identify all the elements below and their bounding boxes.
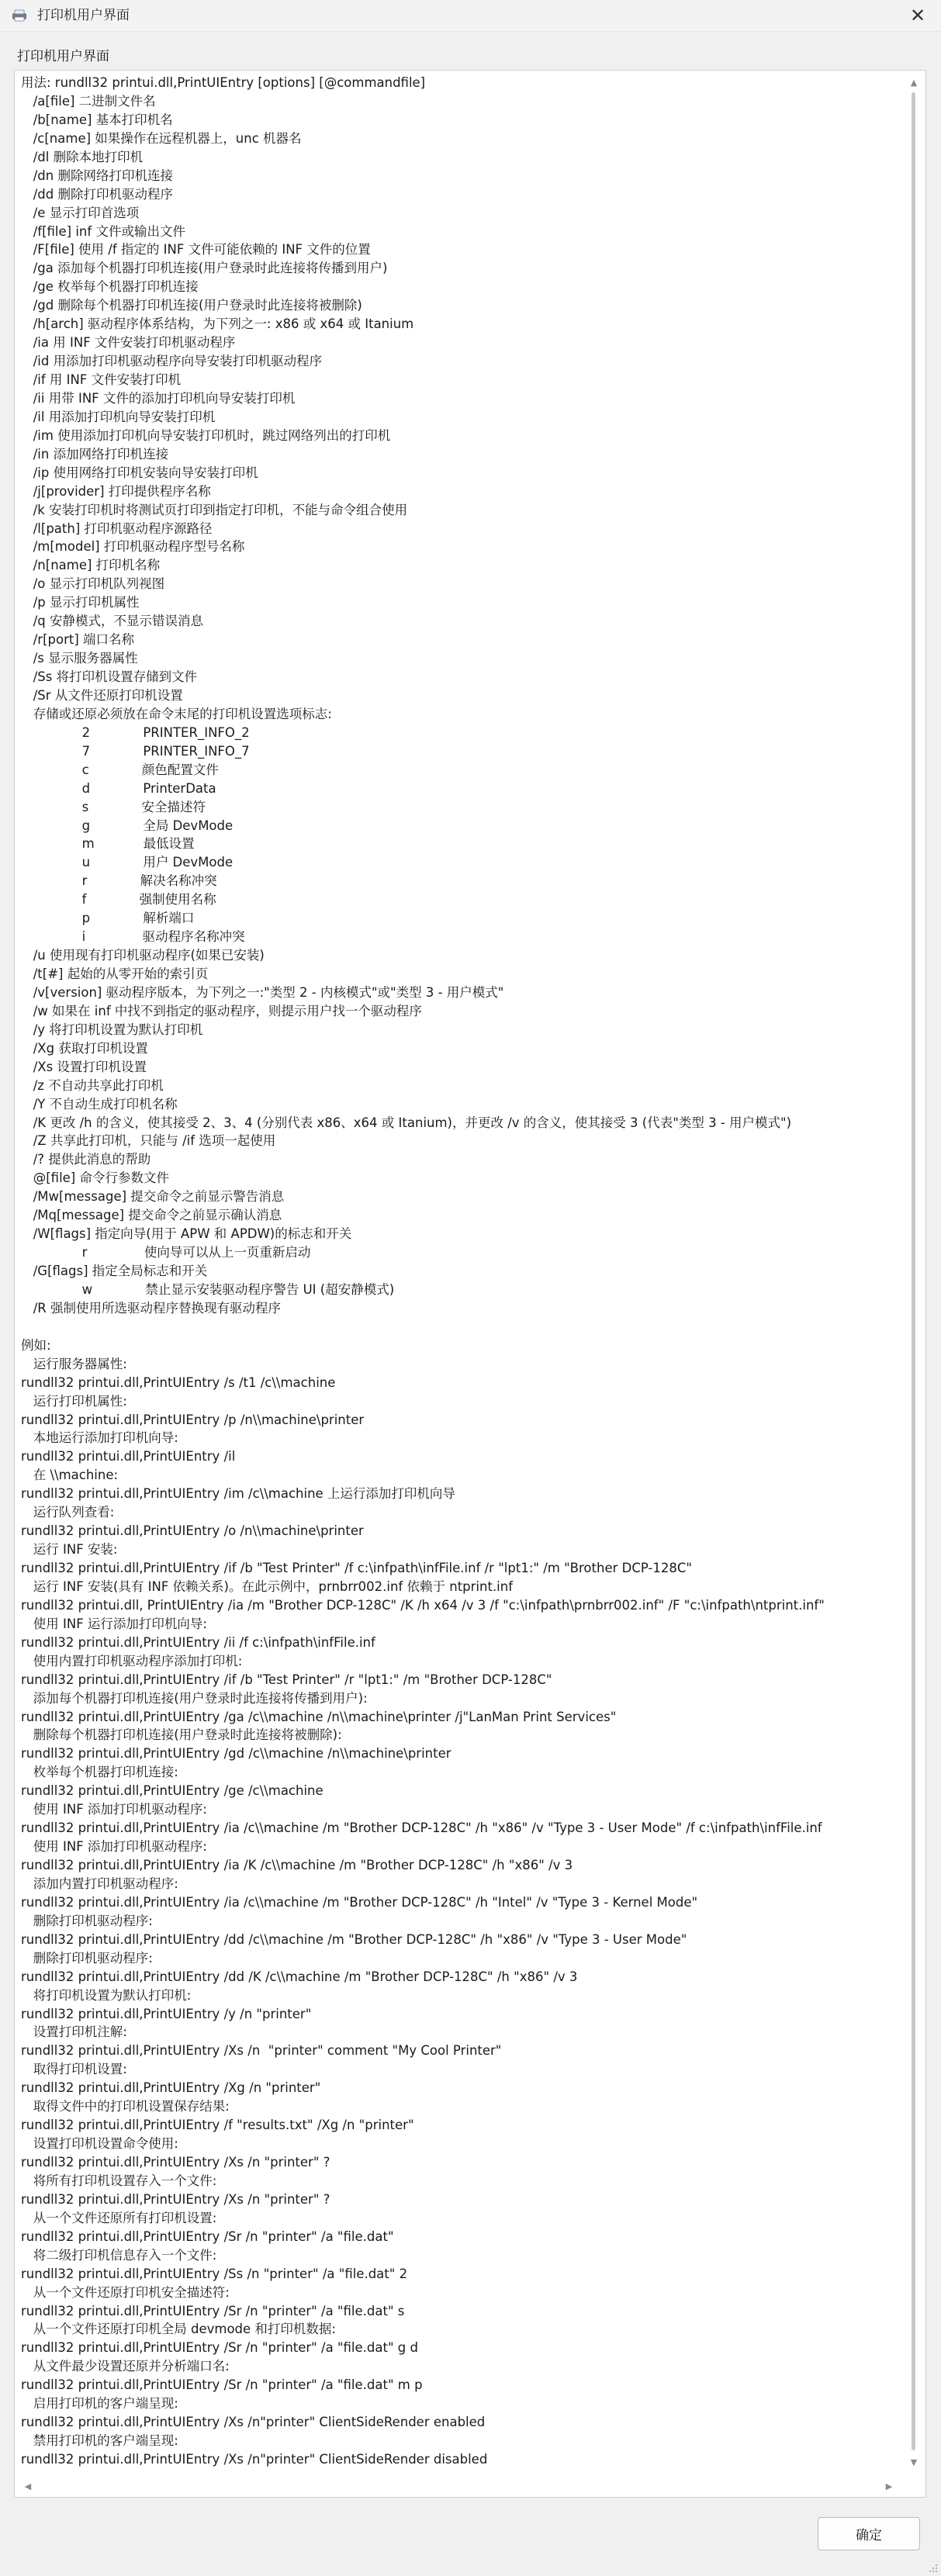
- help-text-line: /Y 不自动生成打印机名称: [21, 1096, 178, 1112]
- help-text-line: 将打印机设置为默认打印机:: [21, 1987, 192, 2003]
- help-text-line: /ii 用带 INF 文件的添加打印机向导安装打印机: [21, 390, 296, 406]
- help-text-line: d PrinterData: [21, 780, 216, 796]
- page-title: 打印机用户界面: [17, 49, 109, 64]
- help-text-line: /Z 共享此打印机，只能与 /if 选项一起使用: [21, 1133, 276, 1149]
- help-text-line: /W[flags] 指定向导(用于 APW 和 APDW)的标志和开关: [21, 1226, 352, 1242]
- ok-button[interactable]: 确定: [818, 2517, 920, 2550]
- help-text-line: p 解析端口: [21, 911, 195, 926]
- help-text-line: /v[version] 驱动程序版本，为下列之一:"类型 2 - 内核模式"或"类型 3 - 用户模式": [21, 984, 504, 1000]
- help-text-line: /K 更改 /h 的含义，使其接受 2、3、4 (分别代表 x86、x64 或 Itanium)，并更改 /v 的含义，使其接受 3 (代表"类型 3 - 用户模式"): [21, 1115, 792, 1130]
- help-text-line: 7 PRINTER_INFO_7: [21, 743, 250, 759]
- scroll-down-icon[interactable]: ▼: [910, 2457, 918, 2467]
- help-text-line: /c[name] 如果操作在远程机器上，unc 机器名: [21, 130, 302, 146]
- help-text-line: w 禁止显示安装驱动程序警告 UI (超安静模式): [21, 1281, 395, 1297]
- help-text-line: 本地运行添加打印机向导:: [21, 1430, 178, 1446]
- help-text-line: /u 使用现有打印机驱动程序(如果已安装): [21, 948, 265, 963]
- help-text-line: 设置打印机注解:: [21, 2024, 127, 2040]
- help-text-line: /b[name] 基本打印机名: [21, 112, 173, 127]
- help-text-line: 使用内置打印机驱动程序添加打印机:: [21, 1653, 243, 1668]
- help-text-line: /n[name] 打印机名称: [21, 558, 161, 573]
- help-text-line: /Ss 将打印机设置存储到文件: [21, 669, 198, 684]
- help-text-line: 添加每个机器打印机连接(用户登录时此连接将传播到用户):: [21, 1690, 368, 1706]
- help-text-line: /h[arch] 驱动程序体系结构，为下列之一: x86 或 x64 或 Itanium: [21, 316, 414, 332]
- help-text-line: i 驱动程序名称冲突: [21, 929, 245, 945]
- help-text-line: 运行服务器属性:: [21, 1356, 127, 1371]
- help-text-line: rundll32 printui.dll,PrintUIEntry /if /b "Test Printer" /r "lpt1:" /m "Brother DCP-128C": [21, 1672, 552, 1687]
- help-text-line: /ip 使用网络打印机安装向导安装打印机: [21, 465, 258, 480]
- help-text-line: rundll32 printui.dll,PrintUIEntry /ge /c\\machine: [21, 1783, 323, 1799]
- close-icon: ✕: [909, 5, 926, 26]
- help-text-line: /p 显示打印机属性: [21, 595, 140, 610]
- help-text-line: 取得文件中的打印机设置保存结果:: [21, 2099, 230, 2114]
- horizontal-scrollbar[interactable]: [15, 2475, 902, 2497]
- help-text-line: /Sr 从文件还原打印机设置: [21, 687, 183, 703]
- help-text-line: /k 安装打印机时将测试页打印到指定打印机，不能与命令组合使用: [21, 502, 408, 517]
- help-text-line: rundll32 printui.dll,PrintUIEntry /im /c\\machine 上运行添加打印机向导: [21, 1486, 455, 1502]
- help-text-line: 用法: rundll32 printui.dll,PrintUIEntry [options] [@commandfile]: [21, 75, 426, 90]
- help-text-line: /ga 添加每个机器打印机连接(用户登录时此连接将传播到用户): [21, 261, 388, 276]
- help-text-line: 禁用打印机的客户端呈现:: [21, 2433, 178, 2449]
- help-text-line: /Xg 获取打印机设置: [21, 1040, 148, 1056]
- resize-grip-icon[interactable]: [929, 2564, 938, 2573]
- help-text-line: /im 使用添加打印机向导安装打印机时，跳过网络列出的打印机: [21, 427, 391, 443]
- help-text-line: rundll32 printui.dll,PrintUIEntry /Ss /n "printer" /a "file.dat" 2: [21, 2266, 408, 2281]
- help-text-line: 将所有打印机设置存入一个文件:: [21, 2173, 217, 2188]
- help-text-line: rundll32 printui.dll,PrintUIEntry /gd /c\\machine /n\\machine\printer: [21, 1746, 451, 1762]
- help-text-line: c 颜色配置文件: [21, 762, 219, 777]
- help-text-line: f 强制使用名称: [21, 892, 216, 908]
- help-text-line: /dl 删除本地打印机: [21, 149, 144, 164]
- help-text-line: 例如:: [21, 1337, 51, 1353]
- help-text-line: rundll32 printui.dll,PrintUIEntry /Sr /n "printer" /a "file.dat": [21, 2228, 394, 2244]
- help-text-line: rundll32 printui.dll,PrintUIEntry /ia /c\\machine /m "Brother DCP-128C" /h "Intel" /v "Type 3 - Kernel Mode": [21, 1894, 698, 1910]
- help-text-line: @[file] 命令行参数文件: [21, 1170, 169, 1186]
- title-bar: [0, 0, 941, 32]
- help-text-line: 从一个文件还原所有打印机设置:: [21, 2210, 217, 2225]
- help-text-line: rundll32 printui.dll,PrintUIEntry /o /n\\machine\printer: [21, 1523, 364, 1539]
- help-text-line: rundll32 printui.dll,PrintUIEntry /dd /K /c\\machine /m "Brother DCP-128C" /h "x86" /v 3: [21, 1969, 578, 1984]
- help-text-line: /r[port] 端口名称: [21, 632, 135, 648]
- help-text-line: rundll32 printui.dll,PrintUIEntry /dd /c\\machine /m "Brother DCP-128C" /h "x86" /v "Type 3 - User Mode": [21, 1931, 687, 1947]
- help-text-line: rundll32 printui.dll,PrintUIEntry /if /b "Test Printer" /f c:\infpath\infFile.inf /r "lpt1:" /m "Brother DCP-128C": [21, 1561, 692, 1575]
- help-text-line: rundll32 printui.dll,PrintUIEntry /ga /c\\machine /n\\machine\printer /j"LanMan Print Services": [21, 1709, 617, 1724]
- help-text-line: /in 添加网络打印机连接: [21, 446, 169, 462]
- help-text-line: 运行 INF 安装(具有 INF 依赖关系)。在此示例中，prnbrr002.inf 依赖于 ntprint.inf: [21, 1578, 514, 1594]
- help-text-line: /f[file] inf 文件或输出文件: [21, 223, 185, 239]
- help-text-line: g 全局 DevMode: [21, 818, 234, 833]
- help-text-line: /o 显示打印机队列视图: [21, 576, 165, 592]
- help-text-line: 运行 INF 安装:: [21, 1542, 118, 1558]
- help-text-line: 删除打印机驱动程序:: [21, 1913, 153, 1928]
- help-text-line: 在 \\machine:: [21, 1468, 119, 1483]
- help-text-line: r 使向导可以从上一页重新启动: [21, 1245, 311, 1260]
- help-text-line: 删除打印机驱动程序:: [21, 1950, 153, 1966]
- help-text-line: rundll32 printui.dll,PrintUIEntry /p /n\\machine\printer: [21, 1412, 365, 1427]
- help-text-line: 设置打印机设置命令使用:: [21, 2136, 178, 2152]
- help-text-line: /e 显示打印首选项: [21, 205, 140, 220]
- help-text-line: /gd 删除每个机器打印机连接(用户登录时此连接将被删除): [21, 298, 362, 313]
- help-text-line: /R 强制使用所选驱动程序替换现有驱动程序: [21, 1300, 282, 1316]
- help-text-line: rundll32 printui.dll,PrintUIEntry /ia /c\\machine /m "Brother DCP-128C" /h "x86" /v "Type 3 - User Mode" /f c:\infpath\infFile.inf: [21, 1820, 822, 1836]
- help-text-line: 添加内置打印机驱动程序:: [21, 1876, 178, 1891]
- help-text-line: /G[flags] 指定全局标志和开关: [21, 1264, 208, 1278]
- scroll-thumb[interactable]: [912, 92, 915, 2450]
- help-text-line: [21, 1318, 898, 1336]
- help-text-box[interactable]: [14, 70, 926, 2498]
- help-text-line: 将二级打印机信息存入一个文件:: [21, 2247, 217, 2263]
- scroll-left-icon[interactable]: ◀: [24, 2481, 32, 2491]
- help-text-line: rundll32 printui.dll,PrintUIEntry /Sr /n "printer" /a "file.dat" m p: [21, 2377, 423, 2393]
- window-title: 打印机用户界面: [37, 8, 130, 23]
- help-text-line: /j[provider] 打印提供程序名称: [21, 483, 211, 499]
- help-text-line: /Mq[message] 提交命令之前显示确认消息: [21, 1208, 282, 1223]
- help-text-line: 从一个文件还原打印机安全描述符:: [21, 2284, 230, 2300]
- vertical-scrollbar[interactable]: [902, 71, 925, 2474]
- help-text-line: /id 用添加打印机驱动程序向导安装打印机驱动程序: [21, 354, 323, 369]
- help-text-line: 取得打印机设置:: [21, 2062, 127, 2077]
- help-text-line: /dd 删除打印机驱动程序: [21, 186, 173, 202]
- help-text-line: /w 如果在 inf 中找不到指定的驱动程序，则提示用户找一个驱动程序: [21, 1003, 422, 1018]
- help-text-line: 使用 INF 运行添加打印机向导:: [21, 1616, 207, 1631]
- help-text-line: 枚举每个机器打印机连接:: [21, 1765, 178, 1780]
- help-text-line: rundll32 printui.dll,PrintUIEntry /Xs /n "printer" ?: [21, 2191, 330, 2207]
- help-text-line: rundll32 printui.dll,PrintUIEntry /Xs /n "printer" ?: [21, 2155, 330, 2170]
- help-text-line: /t[#] 起始的从零开始的索引页: [21, 966, 209, 981]
- help-text-line: /Mw[message] 提交命令之前显示警告消息: [21, 1189, 285, 1205]
- help-text-line: s 安全描述符: [21, 799, 206, 814]
- help-text-line: 运行打印机属性:: [21, 1393, 127, 1409]
- close-button[interactable]: [894, 0, 941, 31]
- help-text-line: m 最低设置: [21, 836, 195, 852]
- help-text-line: /ge 枚举每个机器打印机连接: [21, 279, 199, 295]
- help-text-line: /s 显示服务器属性: [21, 651, 138, 666]
- help-text-line: 使用 INF 添加打印机驱动程序:: [21, 1839, 207, 1855]
- scroll-right-icon[interactable]: ▶: [885, 2481, 893, 2491]
- help-text-line: rundll32 printui.dll,PrintUIEntry /Xs /n"printer" ClientSideRender enabled: [21, 2415, 486, 2430]
- help-text-line: /a[file] 二进制文件名: [21, 93, 156, 109]
- help-text-line: /q 安静模式，不显示错误消息: [21, 614, 204, 629]
- help-text-line: 从文件最少设置还原并分析端口名:: [21, 2359, 230, 2374]
- help-text-line: rundll32 printui.dll,PrintUIEntry /ia /K /c\\machine /m "Brother DCP-128C" /h "x86" /v 3: [21, 1858, 573, 1872]
- help-text-line: /dn 删除网络打印机连接: [21, 168, 173, 183]
- help-text-line: /? 提供此消息的帮助: [21, 1152, 151, 1167]
- help-text-line: rundll32 printui.dll,PrintUIEntry /Sr /n "printer" /a "file.dat" s: [21, 2303, 405, 2318]
- help-text-line: u 用户 DevMode: [21, 855, 234, 870]
- help-text-line: /l[path] 打印机驱动程序源路径: [21, 520, 213, 536]
- help-text-line: rundll32 printui.dll,PrintUIEntry /il: [21, 1449, 236, 1464]
- help-text-line: rundll32 printui.dll,PrintUIEntry /Xs /n"printer" ClientSideRender disabled: [21, 2452, 488, 2467]
- help-text-line: /il 用添加打印机向导安装打印机: [21, 409, 216, 424]
- help-text-line: /z 不自动共享此打印机: [21, 1077, 164, 1093]
- help-text-line: 存储或还原必须放在命令末尾的打印机设置选项标志:: [21, 706, 332, 721]
- help-text-line: rundll32 printui.dll,PrintUIEntry /ii /f c:\infpath\infFile.inf: [21, 1634, 375, 1650]
- scroll-up-icon[interactable]: ▲: [910, 77, 918, 88]
- help-text-content: [21, 74, 898, 2478]
- help-text-line: /Xs 设置打印机设置: [21, 1059, 147, 1074]
- help-text-line: r 解决名称冲突: [21, 873, 217, 889]
- help-text-line: rundll32 printui.dll,PrintUIEntry /y /n "printer": [21, 2006, 312, 2021]
- help-text-line: 运行队列查看:: [21, 1505, 115, 1520]
- help-text-line: rundll32 printui.dll,PrintUIEntry /s /t1 /c\\machine: [21, 1374, 336, 1390]
- help-text-line: /F[file] 使用 /f 指定的 INF 文件可能依赖的 INF 文件的位置: [21, 242, 371, 258]
- printer-icon: [11, 9, 28, 22]
- help-text-line: rundll32 printui.dll,PrintUIEntry /Xs /n "printer" comment "My Cool Printer": [21, 2043, 502, 2059]
- help-text-line: 2 PRINTER_INFO_2: [21, 724, 250, 740]
- help-text-line: /y 将打印机设置为默认打印机: [21, 1022, 203, 1037]
- help-text-line: /m[model] 打印机驱动程序型号名称: [21, 539, 245, 555]
- help-text-line: rundll32 printui.dll,PrintUIEntry /Sr /n "printer" /a "file.dat" g d: [21, 2340, 418, 2356]
- help-text-line: 使用 INF 添加打印机驱动程序:: [21, 1802, 207, 1817]
- help-text-line: /ia 用 INF 文件安装打印机驱动程序: [21, 335, 236, 351]
- help-text-line: rundll32 printui.dll,PrintUIEntry /Xg /n "printer": [21, 2080, 321, 2096]
- help-text-line: rundll32 printui.dll, PrintUIEntry /ia /m "Brother DCP-128C" /K /h x64 /v 3 /f "c:\infpath\prnbrr002.inf" /F "c:\infpath\ntprint.inf": [21, 1597, 825, 1613]
- help-text-line: rundll32 printui.dll,PrintUIEntry /f "results.txt" /Xg /n "printer": [21, 2118, 414, 2133]
- help-text-line: 删除每个机器打印机连接(用户登录时此连接将被删除):: [21, 1727, 342, 1743]
- help-text-line: /if 用 INF 文件安装打印机: [21, 372, 182, 387]
- help-text-line: 从一个文件还原打印机全局 devmode 和打印机数据:: [21, 2322, 336, 2337]
- help-text-line: 启用打印机的客户端呈现:: [21, 2396, 178, 2412]
